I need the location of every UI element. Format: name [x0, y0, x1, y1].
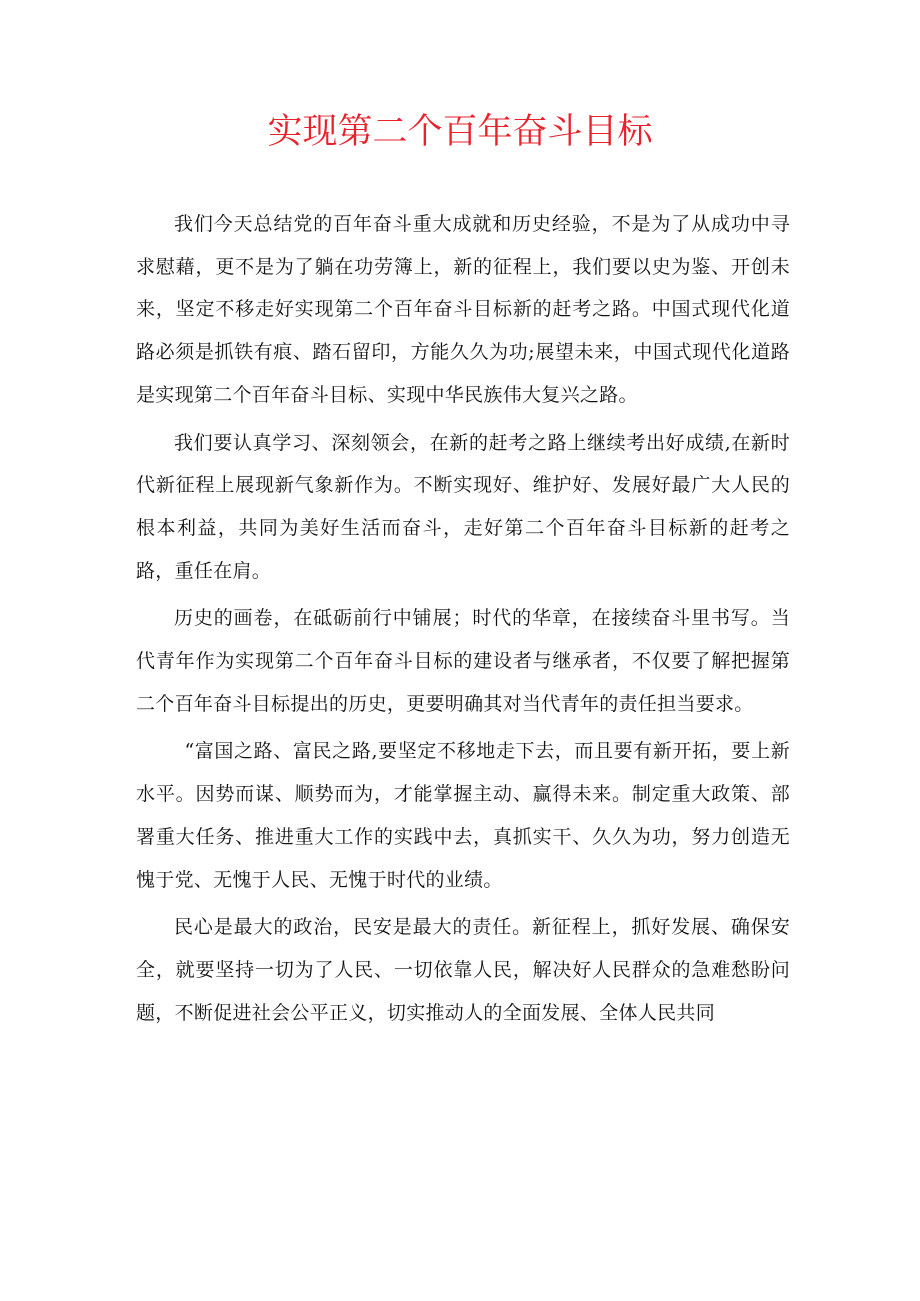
paragraph-3: 历史的画卷，在砥砺前行中铺展；时代的华章，在接续奋斗里书写。当代青年作为实现第二个百年奋斗目标的建设者与继承者，不仅要了解把握第二个百年奋斗目标提出的历史，更要明确其对当代青年的责任担当要求。 — [136, 607, 790, 715]
paragraph-1: 我们今天总结党的百年奋斗重大成就和历史经验，不是为了从成功中寻求慰藉，更不是为了躺在功劳簿上，新的征程上，我们要以史为鉴、开创未来，坚定不移走好实现第二个百年奋斗目标新的赶考之路。中国式现代化道路必须是抓铁有痕、踏石留印，方能久久为功;展望未来，中国式现代化道路是实现第二个百年奋斗目标、实现中华民族伟大复兴之路。 — [136, 213, 790, 406]
page-title: 实现第二个百年奋斗目标 — [267, 112, 653, 152]
paragraph-5: 民心是最大的政治，民安是最大的责任。新征程上，抓好发展、确保安全，就要坚持一切为了人民、一切依靠人民，解决好人民群众的急难愁盼问题，不断促进社会公平正义，切实推动人的全面发展、全体人民共同 — [136, 916, 790, 1024]
paragraph-4: “富国之路、富民之路,要坚定不移地走下去，而且要有新开拓，要上新水平。因势而谋、顺势而为，才能掌握主动、赢得未来。制定重大政策、部署重大任务、推进重大工作的实践中去，真抓实干、久久为功，努力创造无愧于党、无愧于人民、无愧于时代的业绩。 — [136, 740, 790, 891]
paragraph-2: 我们要认真学习、深刻领会，在新的赶考之路上继续考出好成绩,在新时代新征程上展现新气象新作为。不断实现好、维护好、发展好最广大人民的根本利益，共同为美好生活而奋斗，走好第二个百年奋斗目标新的赶考之路，重任在肩。 — [136, 431, 790, 582]
document-body — [136, 203, 790, 1039]
